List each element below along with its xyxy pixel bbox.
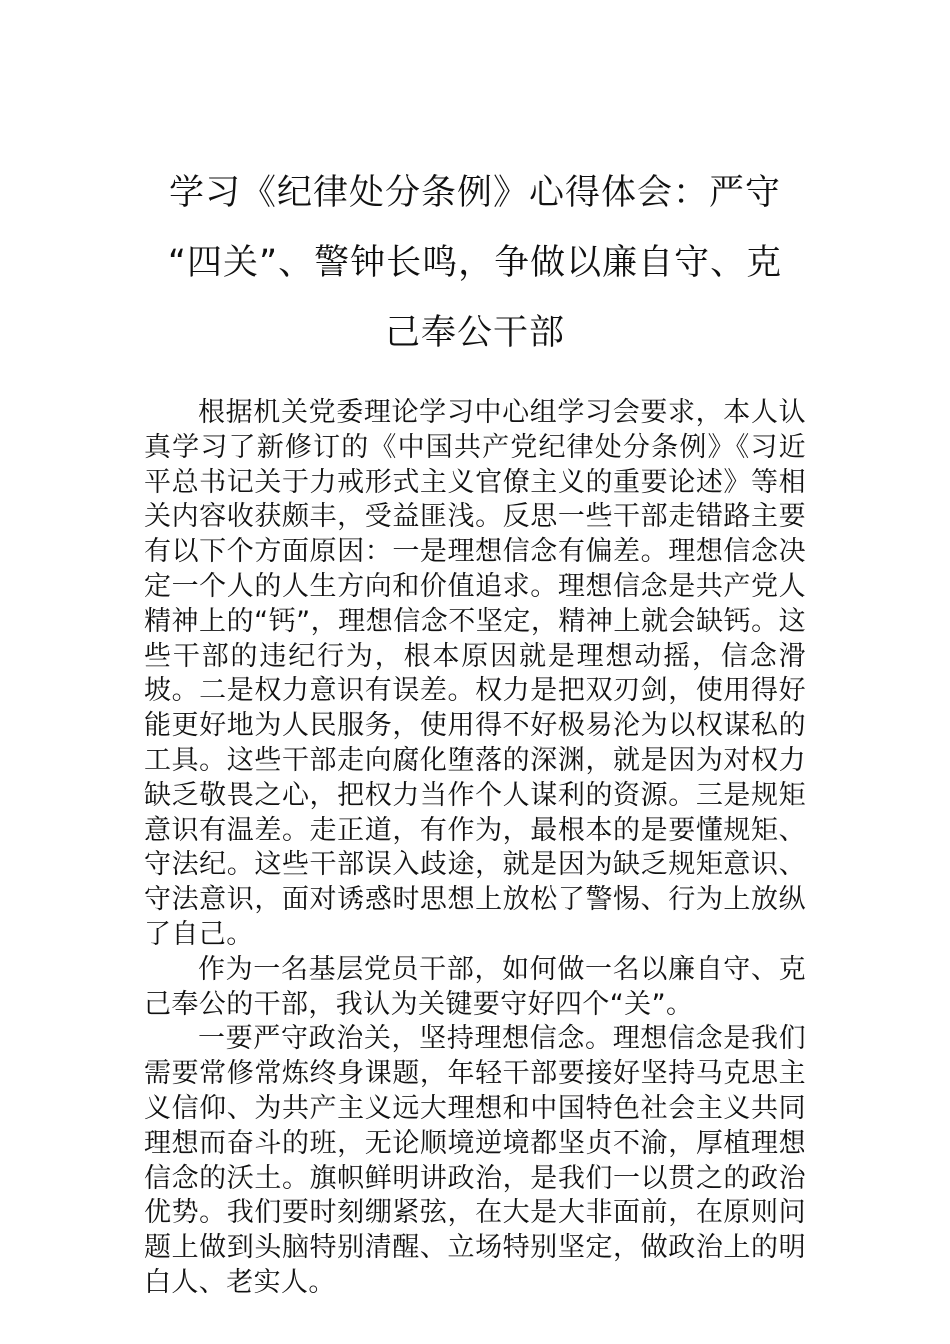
paragraph-2: 作为一名基层党员干部，如何做一名以廉自守、克己奉公的干部，我认为关键要守好四个“关”。 xyxy=(144,953,806,1020)
paragraph-3: 一要严守政治关，坚持理想信念。理想信念是我们需要常修常炼终身课题，年轻干部要接好坚持马克思主义信仰、为共产主义远大理想和中国特色社会主义共同理想而奋斗的班，无论顺境逆境都坚贞不渝，厚植理想信念的沃土。旗帜鲜明讲政治，是我们一以贯之的政治优势。我们要时刻绷紧弦，在大是大非面前，在原则问题上做到头脑特别清醒、立场特别坚定，做政治上的明白人、老实人。 xyxy=(144,1023,806,1298)
document-body xyxy=(144,396,806,1301)
title-line-2: “四关”、警钟长鸣，争做以廉自守、克 xyxy=(167,243,783,283)
document-title xyxy=(150,158,800,368)
title-line-1: 学习《纪律处分条例》心得体会：严守 xyxy=(168,173,781,213)
paragraph-1: 根据机关党委理论学习中心组学习会要求，本人认真学习了新修订的《中国共产党纪律处分条例》《习近平总书记关于力戒形式主义官僚主义的重要论述》等相关内容收获颇丰，受益匪浅。反思一些干部走错路主要有以下个方面原因：一是理想信念有偏差。理想信念决定一个人的人生方向和价值追求。理想信念是共产党人精神上的“钙”，理想信念不坚定，精神上就会缺钙。这些干部的违纪行为，根本原因就是理想动摇，信念滑坡。二是权力意识有误差。权力是把双刃剑，使用得好能更好地为人民服务，使用得不好极易沦为以权谋私的工具。这些干部走向腐化堕落的深渊，就是因为对权力缺乏敬畏之心，把权力当作个人谋利的资源。三是规矩意识有温差。走正道，有作为，最根本的是要懂规矩、守法纪。这些干部误入歧途，就是因为缺乏规矩意识、守法意识，面对诱惑时思想上放松了警惕、行为上放纵了自己。 xyxy=(144,397,806,950)
title-line-3: 己奉公干部 xyxy=(384,313,565,353)
